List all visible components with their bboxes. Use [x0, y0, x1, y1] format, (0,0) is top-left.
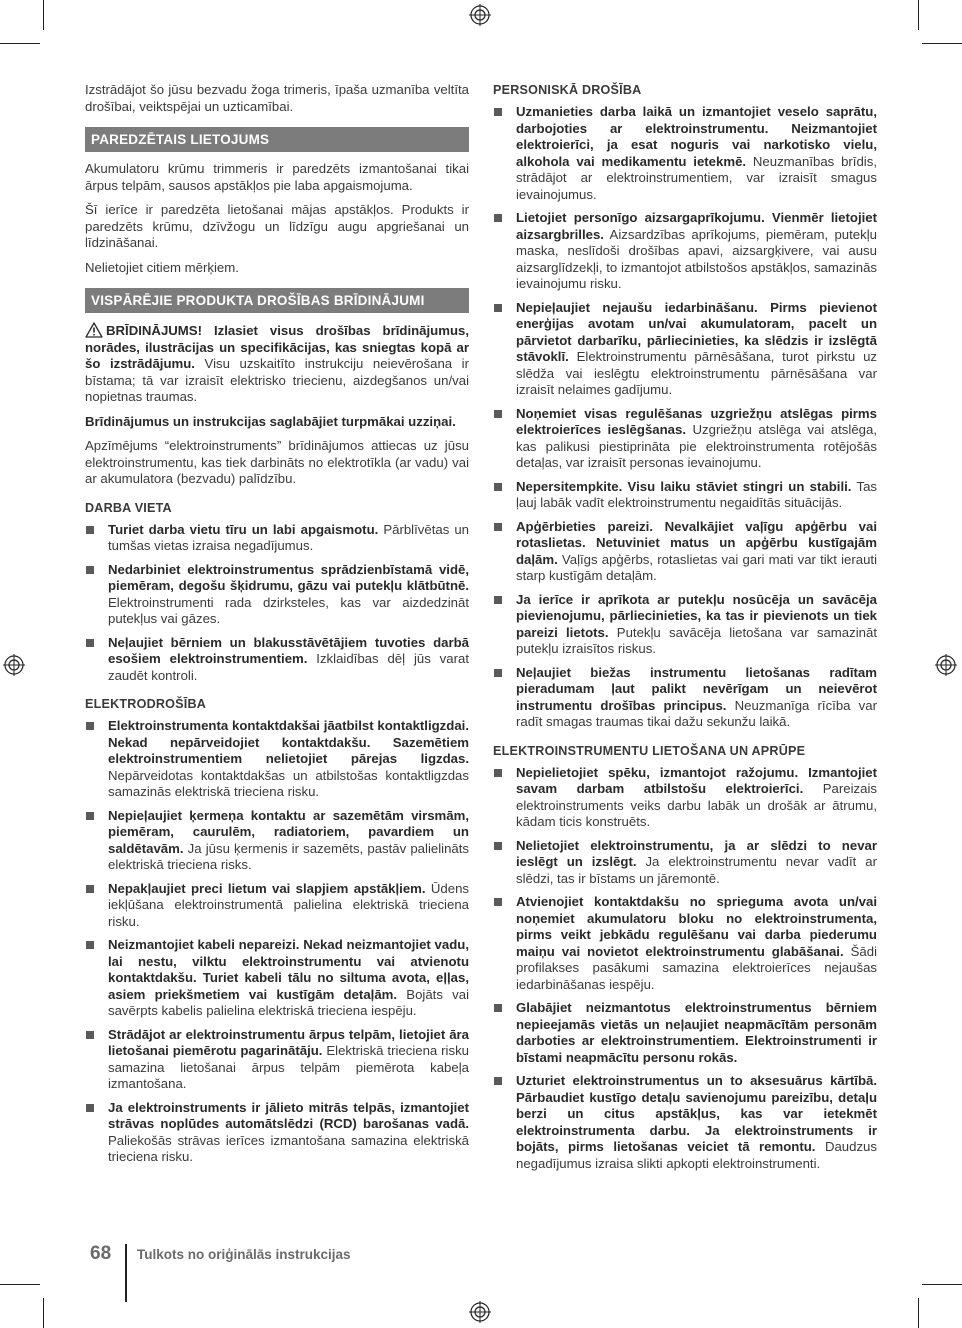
list-item — [493, 519, 877, 585]
subheading-work-area: DARBA VIETA — [85, 500, 172, 515]
item-bold: Nepersitempkite. Visu laiku stāviet stingri un stabili. — [516, 478, 852, 494]
bullet-square-icon — [86, 1104, 94, 1112]
electrical-list — [85, 718, 469, 1166]
item-text: Vaļīgs apģērbs, rotaslietas vai gari mati var tikt ierauti starp kustīgām detaļām. — [516, 551, 877, 583]
list-item — [493, 592, 877, 658]
item-bold: Ja ierīce ir aprīkota ar putekļu nosūcēja un savācēja pievienojumu, pārliecinieties, ka tas ir pievienots un tiek pareizi lietots. — [516, 591, 877, 640]
bullet-square-icon — [86, 722, 94, 730]
item-bold: Elektroinstrumenta kontaktdakšai jāatbilst kontaktligzdai. Nekad nepārveidojiet kontaktdakšu. Sazemētiem elektroinstrumentiem nelietojiet pārejas ligzdas. — [108, 718, 469, 766]
item-text: Aizsardzības aprīkojums, piemēram, putekļu maska, neslīdoši drošības apavi, aizsargķivere, vai ausu aizsarglīdzekļi, to izmantojot atbilstošos apstākļos, samazinās ievainojumu risku. — [516, 226, 877, 291]
item-text: Paliekošās strāvas ierīces izmantošana samazina elektriskā trieciena risku. — [108, 1132, 469, 1164]
section-heading-intended-use: PAREDZĒTAIS LIETOJUMS — [85, 127, 469, 152]
item-text: Tas ļauj labāk vadīt elektroinstrumentu negaidītās situācijās. — [516, 478, 877, 510]
list-item — [493, 1073, 877, 1172]
item-bold: Noņemiet visas regulēšanas uzgriežņu atslēgas pirms elektroierīces ieslēgšanas. — [516, 405, 877, 437]
item-text: Elektriskā trieciena risku samazina lietošanai ārpus telpām piemērota kabeļa izmantošana. — [108, 1043, 469, 1091]
paragraph: Akumulatoru krūmu trimmeris ir paredzēts izmantošanai tikai ārpus telpām, sausos apstākļos pie laba apgaismojuma. — [85, 161, 469, 193]
item-bold: Strādājot ar elektroinstrumentu ārpus telpām, lietojiet āra lietošanai piemērotu pagarinātāju. — [108, 1026, 469, 1058]
item-text: Putekļu savācēja lietošana var samazināt putekļu izraisītos riskus. — [516, 624, 877, 656]
section-heading-general-safety: VISPĀRĒJIE PRODUKTA DROŠĪBAS BRĪDINĀJUMI — [85, 288, 469, 313]
list-item — [493, 765, 877, 831]
crop-mark — [43, 0, 44, 30]
footer-divider — [125, 1244, 127, 1302]
save-note — [85, 414, 469, 431]
bullet-square-icon — [494, 669, 502, 677]
list-item — [85, 937, 469, 1020]
right-column — [493, 82, 877, 1179]
item-text: Nepārveidotas kontaktdakšas un atbilstošas kontaktligzdas samazinās elektriskā trieciena risku. — [108, 767, 469, 799]
warning-text: Visu uzskaitīto instrukciju neievērošana ir bīstama; tā var izraisīt elektrisko triecienu, aizdegšanos un/vai nopietnas traumas. — [85, 356, 469, 404]
bullet-square-icon — [494, 410, 502, 418]
bullet-square-icon — [494, 1077, 502, 1085]
item-text: Uzgriežņu atslēga vai atslēga, kas palikusi piestiprināta pie elektroinstrumenta rotējošās detaļas, var izraisīt personas ievainojumu. — [516, 422, 877, 470]
bullet-square-icon — [494, 523, 502, 531]
bullet-square-icon — [86, 1031, 94, 1039]
work-area-list — [85, 522, 469, 685]
warning-paragraph — [85, 322, 469, 406]
item-text: Ūdens iekļūšana elektroinstrumentā palielina elektriskā trieciena risku. — [108, 880, 469, 929]
item-bold: Atvienojiet kontaktdakšu no sprieguma avota un/vai noņemiet akumulatoru bloku no elektroinstrumenta, pirms veikt jebkādu regulēšanu vai darba piederumu maiņu vai novietot elektroinstrumentu glabāšanai. — [516, 894, 877, 959]
bullet-square-icon — [494, 898, 502, 906]
list-item — [493, 300, 877, 399]
list-item — [493, 838, 877, 888]
footer-note: Tulkots no oriģinālās instrukcijas — [137, 1247, 351, 1262]
bullet-square-icon — [86, 941, 94, 949]
registration-mark-icon — [469, 4, 491, 26]
warning-triangle-icon — [85, 322, 103, 338]
bullet-square-icon — [494, 483, 502, 491]
subheading-electrical-safety: ELEKTRODROŠĪBA — [85, 697, 207, 711]
bullet-square-icon — [494, 1004, 502, 1012]
subheading-use-and-care: ELEKTROINSTRUMENTU LIETOŠANA UN APRŪPE — [493, 743, 806, 758]
item-bold: Neizmantojiet kabeli nepareizi. Nekad neizmantojiet vadu, lai nestu, vilktu elektroinstrumentu vai atvienotu kontaktdakšu. Turiet kabeli tālu no siltuma avota, eļļas, asiem priekšmetiem vai kustīgām detaļām. — [108, 937, 469, 1002]
list-item — [85, 1027, 469, 1093]
item-bold: Nepieļaujiet ķermeņa kontaktu ar sazemētām virsmām, piemēram, caurulēm, radiatoriem, pavardiem un saldētavām. — [108, 807, 469, 856]
item-bold: Lietojiet personīgo aizsargaprīkojumu. Vienmēr lietojiet aizsargbrilles. — [516, 210, 877, 242]
item-text: Šādi profilakses pasākumi samazina elektroierīces nejaušas iedarbināšanas iespēju. — [516, 943, 877, 992]
crop-mark — [0, 1284, 40, 1285]
registration-mark-icon — [3, 654, 25, 676]
list-item — [493, 479, 877, 512]
bullet-square-icon — [86, 812, 94, 820]
item-bold: Neļaujiet bērniem un blakusstāvētājiem tuvoties darbā esošiem elektroinstrumentiem. — [108, 634, 469, 666]
bullet-square-icon — [86, 526, 94, 534]
bullet-square-icon — [494, 842, 502, 850]
list-item — [85, 562, 469, 628]
use-care-list — [493, 765, 877, 1173]
crop-mark — [922, 43, 962, 44]
item-bold: Nepielietojiet spēku, izmantojot ražojumu. Izmantojiet savam darbam atbilstošu elektroierīci. — [516, 764, 877, 796]
crop-mark — [0, 43, 40, 44]
item-bold: Turiet darba vietu tīru un labi apgaismotu. — [108, 521, 379, 537]
item-text: Daudzus negadījumus izraisa slikti apkopti elektroinstrumenti. — [516, 1139, 877, 1171]
list-item — [85, 881, 469, 931]
bullet-square-icon — [86, 639, 94, 647]
item-bold: Nepieļaujiet nejaušu iedarbināšanu. Pirms pievienot enerģijas avotam un/vai akumulatoram, pacelt un pārvietot darbarīku, pārliecinieties, ka slēdzis ir izslēgtā stāvoklī. — [516, 299, 877, 364]
list-item — [85, 808, 469, 874]
list-item — [85, 635, 469, 685]
registration-mark-icon — [935, 654, 957, 676]
item-bold: Nelietojiet elektroinstrumentu, ja ar slēdzi to nevar ieslēgt un izslēgt. — [516, 837, 877, 869]
item-text: Pārblīvētas un tumšas vietas izraisa negadījumus. — [108, 521, 470, 553]
crop-mark — [922, 1284, 962, 1285]
item-bold: Nepakļaujiet preci lietum vai slapjiem apstākļiem. — [108, 880, 426, 896]
left-column — [85, 82, 469, 1173]
registration-mark-icon — [469, 1301, 491, 1323]
item-bold: Glabājiet neizmantotus elektroinstrumentus bērniem nepieejamās vietās un neļaujiet neapmācītām personām darboties ar elektroinstrumentiem. Elektroinstrumenti ir bīstami neapmācītu personu rokās. — [516, 1000, 877, 1065]
item-text: Ja jūsu ķermenis ir sazemēts, pastāv palielināts elektriskā trieciena risks. — [108, 840, 469, 872]
item-text: Neuzmanības brīdis, strādājot ar elektroinstrumentiem, var izraisīt smagus ievainojumus. — [516, 153, 877, 202]
item-text: Pareizais elektroinstruments veiks darbu labāk un drošāk ar ātrumu, kādam ticis konstruēts. — [516, 781, 877, 829]
bullet-square-icon — [494, 596, 502, 604]
warning-bold-text: BRĪDINĀJUMS! Izlasiet visus drošības brīdinājumus, norādes, ilustrācijas un specifikācijas, kas sniegtas kopā ar šo izstrādājumu. — [85, 323, 469, 371]
paragraph: Šī ierīce ir paredzēta lietošanai mājas apstākļos. Produkts ir paredzēts krūmu, dzīvžogu un līdzīgu augu apgriešanai un līdzināšanai. — [85, 202, 469, 250]
item-text: Elektroinstrumenti rada dzirksteles, kas var aizdedzināt putekļus vai gāzes. — [108, 594, 469, 626]
bullet-square-icon — [86, 885, 94, 893]
item-text: Izklaidības dēļ jūs varat zaudēt kontroli. — [108, 651, 469, 683]
subheading-personal-safety: PERSONISKĀ DROŠĪBA — [493, 83, 642, 97]
item-bold: Nedarbiniet elektroinstrumentus sprādzienbīstamā vidē, piemēram, degošu šķidrumu, gāzu vai putekļu klātbūtnē. — [108, 561, 469, 593]
item-bold: Uzturiet elektroinstrumentus un to aksesuārus kārtībā. Pārbaudiet kustīgo detaļu savienojumu pareizību, detaļu berzi un citus apstākļus, kas var ietekmēt elektroinstrumenta darbu. Ja elektroinstruments ir bojāts, pirms lietošanas veiciet tā remontu. — [516, 1073, 877, 1154]
item-text: Neuzmanīga rīcība var radīt smagas traumas tikai dažu sekunžu laikā. — [516, 697, 877, 729]
paragraph: Nelietojiet citiem mērķiem. — [85, 259, 239, 275]
bullet-square-icon — [494, 214, 502, 222]
bullet-square-icon — [86, 566, 94, 574]
item-bold: Ja elektroinstruments ir jālieto mitrās telpās, izmantojiet strāvas noplūdes automātslēdzi (RCD) barošanas vadā. — [108, 1099, 469, 1131]
personal-safety-list — [493, 104, 877, 731]
item-text: Elektroinstrumentu pārnēsāšana, turot pirkstu uz slēdža vai ieslēgtu elektroinstrumentu pārnēsāšana var izraisīt nelaimes gadījumu. — [516, 349, 877, 397]
intro-paragraph: Izstrādājot šo jūsu bezvadu žoga trimeris, īpaša uzmanība veltīta drošībai, veiktspējai un uzticamībai. — [85, 82, 469, 114]
list-item — [85, 522, 469, 555]
bullet-square-icon — [494, 769, 502, 777]
list-item — [493, 406, 877, 472]
save-note-text: Brīdinājumus un instrukcijas saglabājiet turpmākai uzziņai. — [85, 413, 456, 429]
item-text: Ja elektroinstrumentu nevar vadīt ar slēdzi, tas ir bīstams un jāremontē. — [516, 854, 877, 886]
list-item — [85, 718, 469, 801]
crop-mark — [918, 0, 919, 30]
bullet-square-icon — [494, 304, 502, 312]
list-item — [85, 1100, 469, 1166]
list-item — [493, 665, 877, 731]
crop-mark — [43, 1298, 44, 1328]
item-bold: Uzmanieties darba laikā un izmantojiet veselo saprātu, darbojoties ar elektroinstrumentu. Neizmantojiet elektroierīci, ja esat noguris vai narkotisko vielu, alkohola vai medikamentu ietekmē. — [516, 104, 877, 169]
list-item — [493, 104, 877, 203]
list-item — [493, 894, 877, 993]
definition-paragraph: Apzīmējums “elektroinstruments” brīdinājumos attiecas uz jūsu elektroinstrumentu, kas tiek darbināts no elektrotīkla (ar vadu) vai ar akumulatora (bezvadu) palīdzību. — [85, 438, 469, 486]
item-bold: Apģērbieties pareizi. Nevalkājiet vaļīgu apģērbu vai rotaslietas. Netuviniet matus un apģērbu kustīgajām daļām. — [516, 518, 877, 567]
item-bold: Neļaujiet biežas instrumentu lietošanas radītam pieradumam ļaut palikt nevērīgam un neievērot instrumentu drošības principus. — [516, 664, 877, 713]
list-item — [493, 210, 877, 293]
crop-mark — [918, 1298, 919, 1328]
item-text: Bojāts vai savērpts kabelis palielina elektriskā trieciena iespēju. — [108, 986, 469, 1018]
page-number: 68 — [90, 1243, 112, 1264]
bullet-square-icon — [494, 108, 502, 116]
list-item — [493, 1000, 877, 1066]
